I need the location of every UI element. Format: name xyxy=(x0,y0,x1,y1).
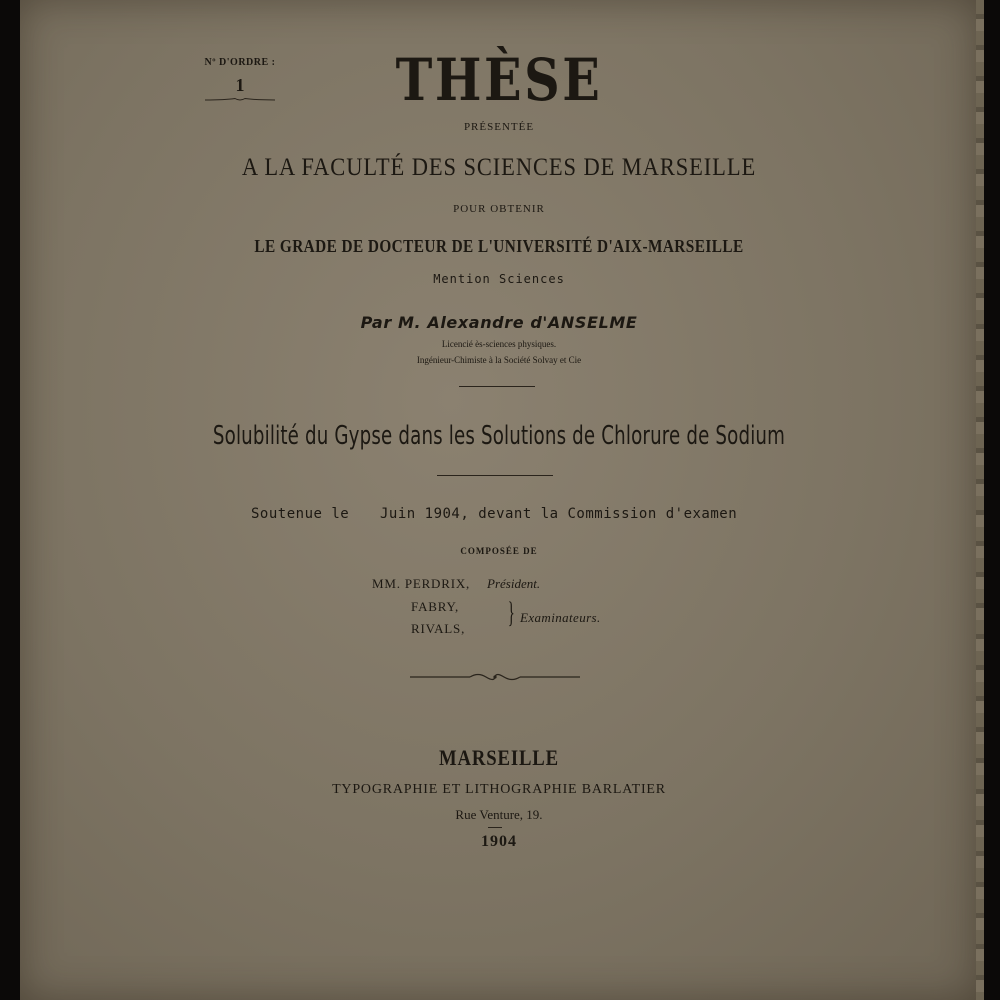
soutenue-label: Soutenue le xyxy=(251,506,350,522)
publisher-address: Rue Venture, 19. xyxy=(455,807,543,822)
publisher-name: TYPOGRAPHIE ET LITHOGRAPHIE BARLATIER xyxy=(332,782,666,797)
author-line: Par M. Alexandre d'ANSELME xyxy=(360,313,638,332)
ingenieur-text: Ingénieur-Chimiste à la Société Solvay et Cie xyxy=(416,355,582,365)
publisher-city: MARSEILLE xyxy=(439,745,559,770)
presentee-text: PRÉSENTÉE xyxy=(463,121,535,133)
divider-rule xyxy=(437,475,553,476)
commission-member: RIVALS, xyxy=(411,621,466,636)
grade-heading: LE GRADE DE DOCTEUR DE L'UNIVERSITÉ D'AIX-MARSEILLE xyxy=(254,236,744,256)
examinateurs-role: Examinateurs. xyxy=(520,610,601,625)
ordre-label: Nº D'ORDRE : xyxy=(204,57,276,68)
divider-rule xyxy=(488,827,502,828)
ordre-number: 1 xyxy=(235,75,245,95)
commission-president-name: MM. PERDRIX, xyxy=(372,576,471,591)
faculte-heading: A LA FACULTÉ DES SCIENCES DE MARSEILLE xyxy=(241,154,757,181)
obtenir-text: POUR OBTENIR xyxy=(453,203,545,215)
divider-rule xyxy=(459,386,535,387)
mention-text: Mention Sciences xyxy=(433,272,565,286)
thesis-title: Solubilité du Gypse dans les Solutions de Chlorure de Sodium xyxy=(212,421,786,451)
licence-text: Licencié ès-sciences physiques. xyxy=(441,339,557,349)
page-title: THÈSE xyxy=(395,46,603,114)
publication-year: 1904 xyxy=(481,833,517,850)
composee-label: COMPOSÉE DE xyxy=(460,546,538,556)
commission-president-role: Président. xyxy=(487,576,541,591)
commission-member: FABRY, xyxy=(411,599,460,614)
soutenue-text: Juin 1904, devant la Commission d'examen xyxy=(380,506,738,522)
document-page xyxy=(20,0,978,1000)
brace-glyph: } xyxy=(507,596,515,629)
ornament-divider xyxy=(410,670,580,684)
